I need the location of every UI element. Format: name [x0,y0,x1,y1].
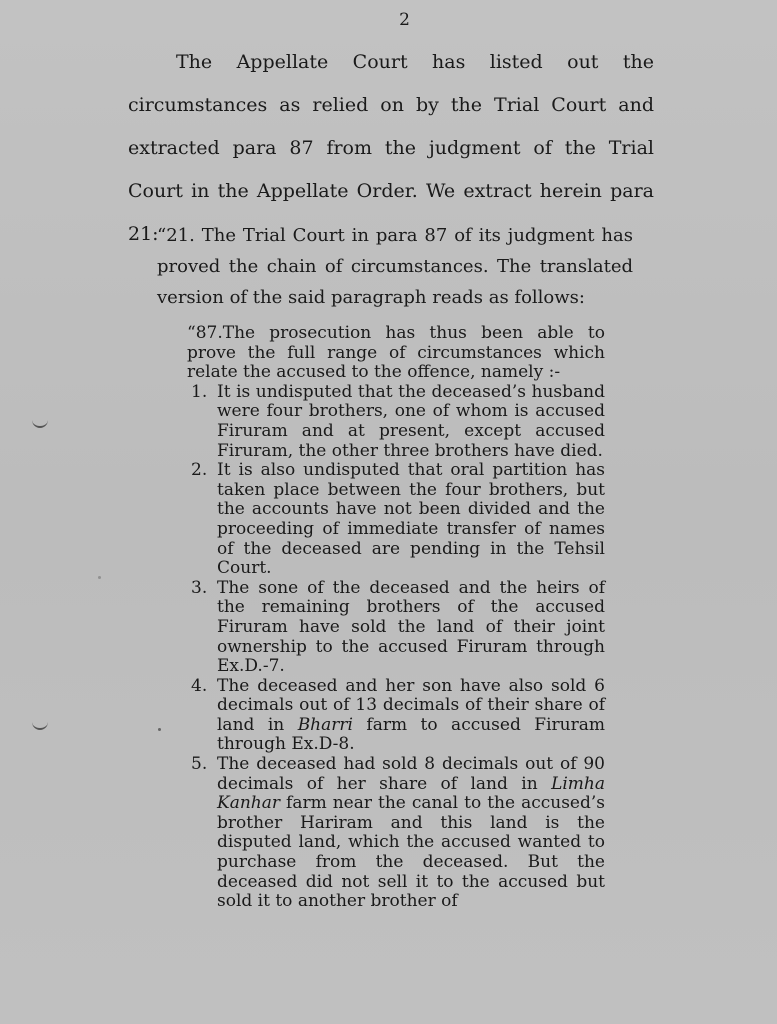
punch-hole-mark [32,418,48,428]
list-item-text: The deceased had sold 8 decimals out of 90 decimals of her share of land in Limha Kanhar farm near the canal to the accused’s brother Hariram and this land is the disputed land, which the accused wanted to purchase from the deceased. But the deceased did not sell it to the accused but sold it to another brother of [217,754,605,912]
list-item-number: 1. [191,381,208,402]
quoted-para-21 [157,220,633,313]
farm-name: Bharri [297,714,353,735]
page-number: 2 [399,10,410,30]
list-item-text: It is also undisputed that oral partition has taken place between the four brothers, but the accounts have not been divided and the proceeding of immediate transfer of names of the deceased are pending in the Tehsil Court. [217,460,605,579]
intro-paragraph-text: The Appellate Court has listed out the circumstances as relied on by the Trial Court and extracted para 87 from the judgment of the Trial Court in the Appellate Order. We extract herein para 21: [128,51,654,245]
scan-speck [98,576,101,579]
list-item-text: The sone of the deceased and the heirs of the remaining brothers of the accused Firuram have sold the land of their joint ownership to the accused Firuram through Ex.D.-7. [217,577,605,677]
quoted-para-21-text: “21. The Trial Court in para 87 of its judgment has proved the chain of circumstances. The translated version of the said paragraph reads as follows: [157,225,633,308]
scan-speck [158,728,161,731]
list-item-text: The deceased and her son have also sold 6 decimals out of 13 decimals of their share of land in Bharri farm to accused Firuram through Ex.D-8. [217,675,605,755]
list-item [187,755,605,912]
list-item [187,579,605,677]
quoted-para-87-intro: “87.The prosecution has thus been able to prove the full range of circumstances which relate the accused to the offence, namely :- [187,323,605,383]
list-item-number: 2. [191,460,208,481]
list-item [187,677,605,755]
circumstances-list [187,383,605,912]
list-item [187,461,605,579]
list-item-text: It is undisputed that the deceased’s husband were four brothers, one of whom is accused Firuram and at present, except accused Firuram, the other three brothers have died. [217,381,605,461]
list-item-number: 4. [191,675,208,696]
list-item-number: 3. [191,577,208,598]
list-item-number: 5. [191,754,208,775]
quoted-para-87 [187,324,605,912]
farm-name: Limha Kanhar [217,773,605,814]
punch-hole-mark [32,720,48,730]
list-item [187,383,605,461]
